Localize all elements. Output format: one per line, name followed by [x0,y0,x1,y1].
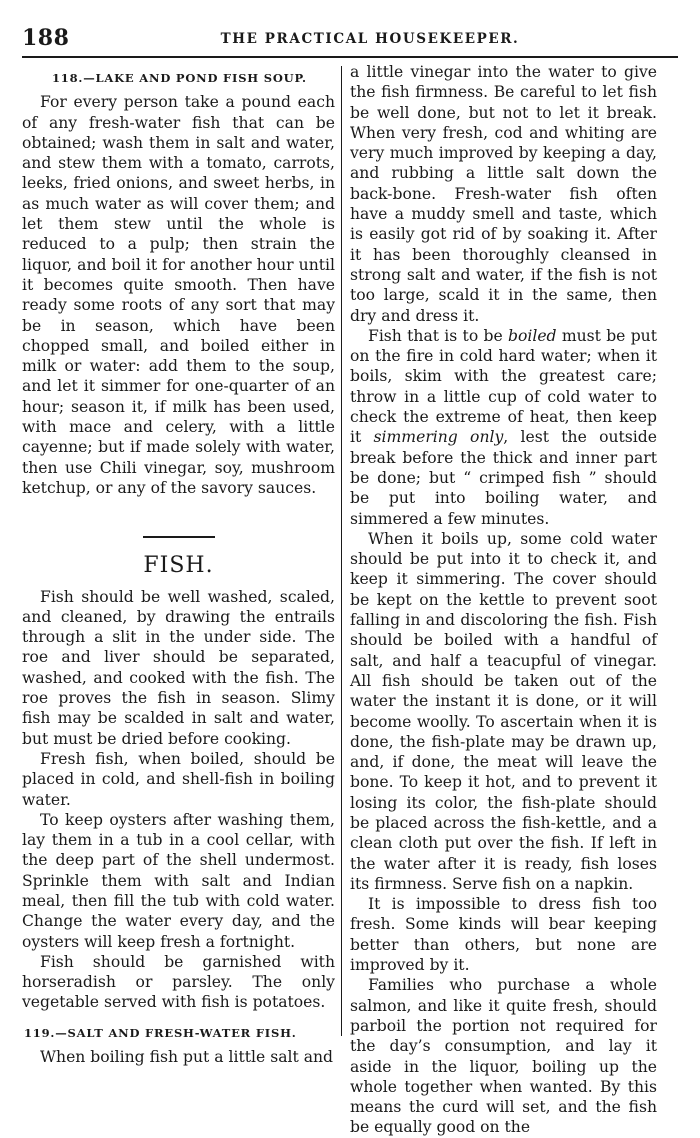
left-column [22,62,335,1072]
boiled-emphasis: boiled [507,326,557,345]
right-column [350,62,657,1137]
fish-paragraph-3: To keep oysters after washing them, lay them in a tub in a cool cellar, with the deep part of the shell undermost. Sprinkle them with salt and Indian meal, then fill the tub with cold water. Change the water every day, and the oysters will keep fresh a fortnight. [22,810,335,951]
simmering-emphasis: simmering only [373,428,504,447]
freshness-paragraph: It is impossible to dress fish too fresh. Some kinds will bear keeping better than others, but none are improved by it. [350,895,657,975]
boiling-text-c: , lest the outside break before the thick and inner part be done; but “ crimped fish ” should be put into boiling water, and simmered a few minutes. [350,428,657,528]
boiling-text-b: must be put on the fire in cold hard water; when it boils, skim with the greatest care; throw in a little cup of cold water to check the extreme of heat, then keep it [350,326,657,447]
running-head: THE PRACTICAL HOUSEKEEPER. [220,31,520,47]
column-divider [341,66,342,1036]
fish-paragraph-4: Fish should be garnished with horseradish or parsley. The only vegetable served with fish is potatoes. [22,952,335,1012]
boiling-fish-paragraph [350,326,657,529]
fish-paragraph-2: Fresh fish, when boiled, should be placed in cold, and shell-fish in boiling water. [22,749,335,809]
recipe-119-text-start: When boiling fish put a little salt and [40,1048,334,1067]
boiling-text-a: Fish that is to be [368,326,508,345]
recipe-118-heading: 118.—LAKE AND POND FISH SOUP. [52,71,307,85]
header-rule [22,56,678,58]
page-header [0,0,700,60]
section-title-fish: FISH. [143,553,214,579]
page-number: 188 [22,25,70,51]
section-divider [143,536,215,538]
recipe-118-text: For every person take a pound each of any fresh-water fish that can be obtained; wash them in salt and water, and stew them with a tomato, carrots, leeks, fried onions, and sweet herbs, in as much water as will cover them; and let them stew until the whole is reduced to a pulp; then strain the liquor, and boil it for another hour until it becomes quite smooth. Then have ready some roots of any sort that may be in season, which have been chopped small, and boiled either in milk or water: add them to the soup, and let it simmer for one-quarter of an hour; season it, if milk has been used, with mace and celery, with a little cayenne; but if made solely with water, then use Chili vinegar, soy, mushroom ketchup, or any of the savory sauces. [22,93,335,497]
recipe-119-heading: 119.—SALT AND FRESH-WATER FISH. [24,1025,297,1040]
fish-paragraph-1: Fish should be well washed, scaled, and cleaned, by drawing the entrails through a slit in the under side. The roe and liver should be separated, washed, and cooked with the fish. The roe proves the fish in season. Slimy fish may be scalded in salt and water, but must be dried before cooking. [22,587,335,748]
salmon-paragraph: Families who purchase a whole salmon, and like it quite fresh, should parboil the portion not required for the day’s consumption, and lay it aside in the liquor, boiling up the whole together when wanted. By this means the curd will set, and the fish be equally good on the [350,976,657,1137]
simmering-paragraph: When it boils up, some cold water should be put into it to check it, and keep it simmering. The cover should be kept on the kettle to prevent soot falling in and discoloring the fish. Fish should be boiled with a handful of salt, and half a teacupful of vinegar. All fish should be taken out of the water the instant it is done, or it will become woolly. To ascertain when it is done, the fish-plate may be drawn up, and, if done, the meat will leave the bone. To keep it hot, and to prevent it losing its color, the fish-plate should be placed across the fish-kettle, and a clean cloth put over the fish. If left in the water after it is ready, fish loses its firmness. Serve fish on a napkin. [350,529,657,893]
recipe-119-continued: a little vinegar into the water to give the fish firmness. Be careful to let fish be well done, but not to let it break. When very fresh, cod and whiting are very much improved by keeping a day, and rubbing a little salt down the back-bone. Fresh-water fish often have a muddy smell and taste, which is easily got rid of by soaking it. After it has been thoroughly cleansed in strong salt and water, if the fish is not too large, scald it in the same, then dry and dress it. [350,63,657,325]
